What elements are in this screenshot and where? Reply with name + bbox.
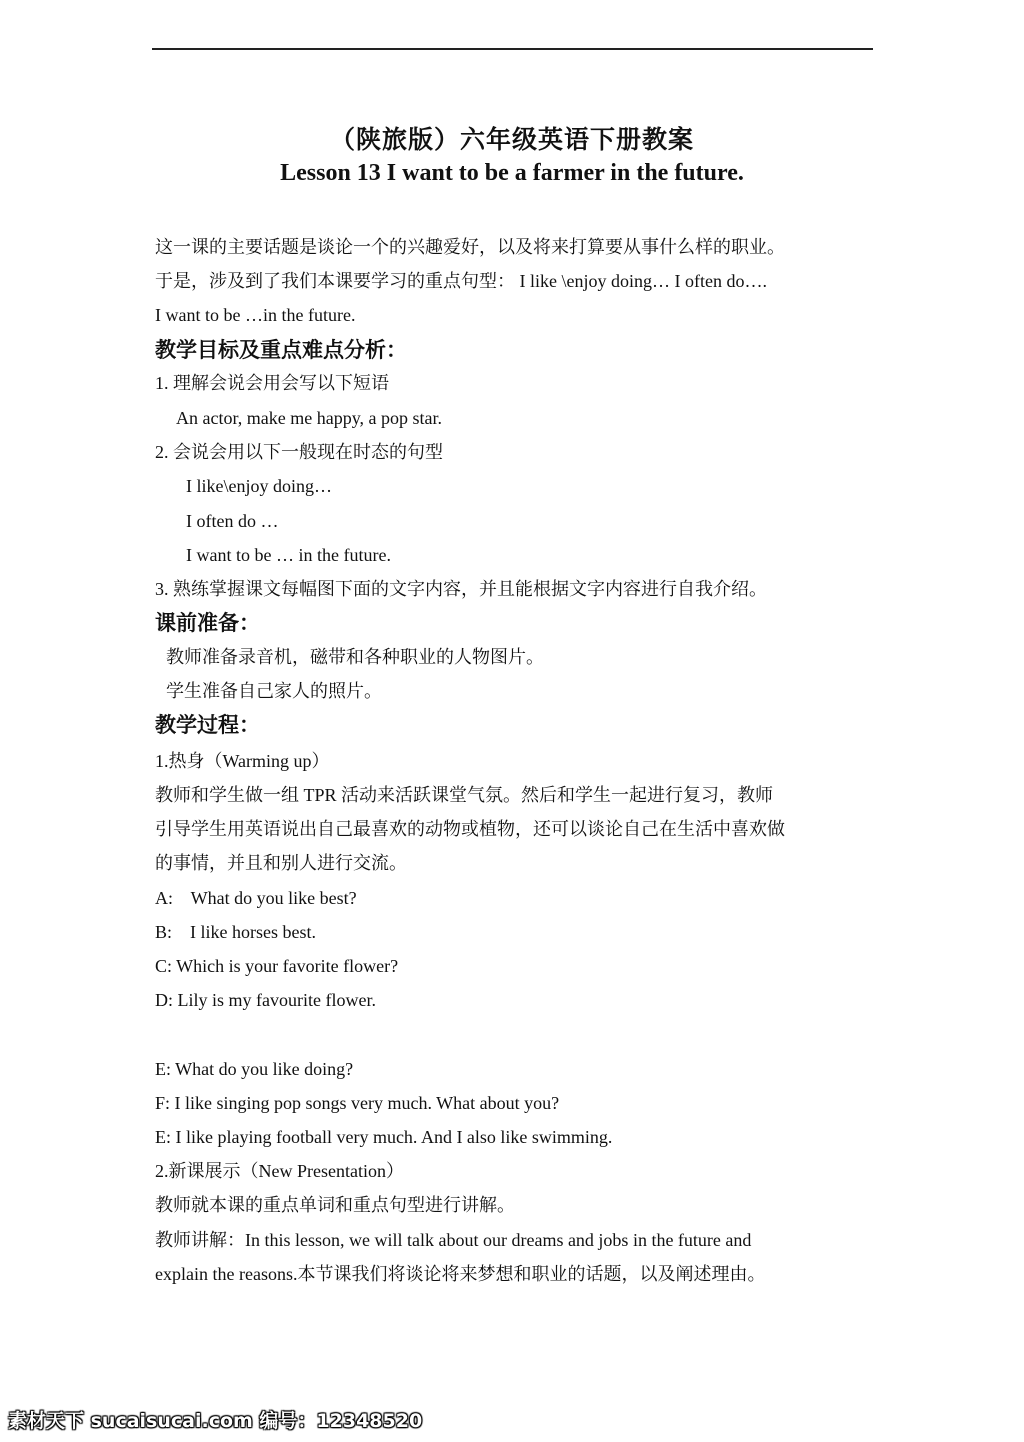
watermark: 素材天下 sucaisucai.com 编号：12348520 [8,1410,423,1432]
objective-item: 1. 理解会说会用会写以下短语 [155,373,389,393]
top-rule [152,48,873,50]
step-title: 2.新课展示（New Presentation） [155,1161,404,1181]
dialogue-line: E: I like playing football very much. And I also like swimming. [155,1127,613,1147]
step-text: 教师讲解：In this lesson, we will talk about our dreams and jobs in the future and [155,1230,752,1250]
section-heading-objectives: 教学目标及重点难点分析： [155,338,407,362]
intro-line: 这一课的主要话题是谈论一个的兴趣爱好，以及将来打算要从事什么样的职业。 [155,237,785,257]
dialogue-line: F: I like singing pop songs very much. What about you? [155,1093,560,1113]
preparation-item: 学生准备自己家人的照片。 [166,681,382,701]
step-text: 的事情，并且和别人进行交流。 [155,853,407,873]
lesson-title: Lesson 13 I want to be a farmer in the future. [280,160,744,186]
intro-line: 于是，涉及到了我们本课要学习的重点句型： I like \enjoy doing… I often do…. [155,271,767,291]
objective-item: An actor, make me happy, a pop star. [176,408,443,428]
objective-item: I like\enjoy doing… [186,476,332,496]
dialogue-line: A: What do you like best? [155,888,357,908]
page-title: （陕旅版）六年级英语下册教案 [329,125,694,154]
dialogue-line: C: Which is your favorite flower? [155,956,399,976]
section-heading-process: 教学过程： [155,713,260,737]
step-text: 教师就本课的重点单词和重点句型进行讲解。 [155,1195,515,1215]
dialogue-line: E: What do you like doing? [155,1059,354,1079]
objective-item: 2. 会说会用以下一般现在时态的句型 [155,442,443,462]
preparation-item: 教师准备录音机，磁带和各种职业的人物图片。 [166,647,544,667]
step-title: 1.热身（Warming up） [155,751,330,771]
step-text: 引导学生用英语说出自己最喜欢的动物或植物，还可以谈论自己在生活中喜欢做 [155,819,785,839]
objective-item: I often do … [186,511,279,531]
step-text: 教师和学生做一组 TPR 活动来活跃课堂气氛。然后和学生一起进行复习，教师 [155,785,774,805]
objective-item: 3. 熟练掌握课文每幅图下面的文字内容，并且能根据文字内容进行自我介绍。 [155,579,767,599]
dialogue-line: D: Lily is my favourite flower. [155,990,376,1010]
objective-item: I want to be … in the future. [186,545,391,565]
section-heading-preparation: 课前准备： [155,611,260,635]
intro-line: I want to be …in the future. [155,305,356,325]
dialogue-line: B: I like horses best. [155,922,316,942]
step-text: explain the reasons.本节课我们将谈论将来梦想和职业的话题，以及阐述理由。 [155,1264,766,1284]
